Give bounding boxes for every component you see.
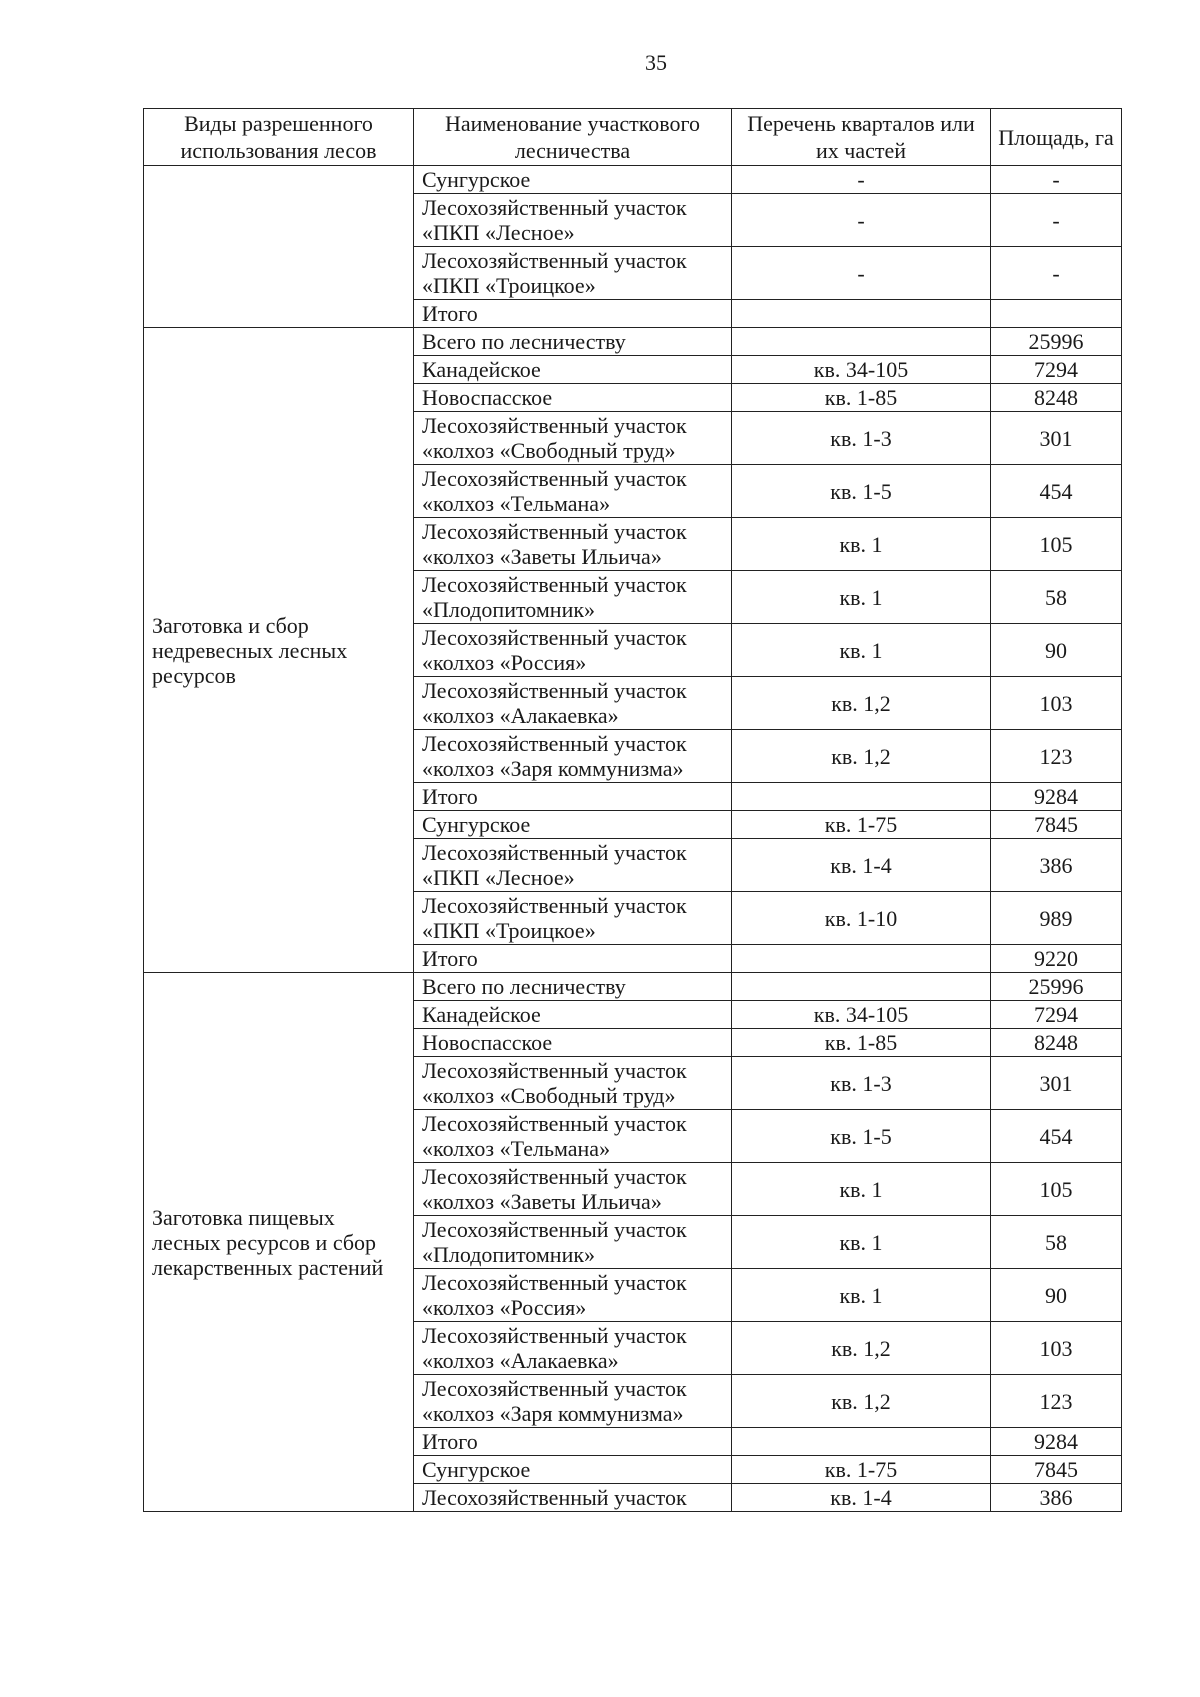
area-cell: 25996 <box>991 973 1122 1001</box>
area-cell: 103 <box>991 677 1122 730</box>
use-type-cell: Заготовка пищевых лесных ресурсов и сбор лекарственных растений <box>144 973 414 1512</box>
quarters-cell: кв. 1,2 <box>732 677 991 730</box>
quarters-cell <box>732 1428 991 1456</box>
area-cell: - <box>991 194 1122 247</box>
quarters-cell: кв. 1-75 <box>732 1456 991 1484</box>
area-cell: 386 <box>991 839 1122 892</box>
table-row <box>144 166 1122 194</box>
quarters-cell: кв. 1-10 <box>732 892 991 945</box>
district-name-cell: Лесохозяйственный участок «ПКП «Лесное» <box>414 839 732 892</box>
district-name-cell: Канадейское <box>414 356 732 384</box>
district-name-cell: Канадейское <box>414 1001 732 1029</box>
quarters-cell: - <box>732 166 991 194</box>
header-quarters: Перечень кварталов или их частей <box>732 109 991 166</box>
district-name-cell: Лесохозяйственный участок «колхоз «Россия» <box>414 624 732 677</box>
district-name-cell: Лесохозяйственный участок «колхоз «Заветы Ильича» <box>414 518 732 571</box>
district-name-cell: Лесохозяйственный участок «Плодопитомник» <box>414 571 732 624</box>
district-name-cell: Лесохозяйственный участок «колхоз «Свободный труд» <box>414 412 732 465</box>
district-name-cell: Итого <box>414 945 732 973</box>
area-cell <box>991 300 1122 328</box>
page-number: 35 <box>645 50 667 75</box>
quarters-cell: кв. 1 <box>732 1216 991 1269</box>
area-cell: 58 <box>991 1216 1122 1269</box>
area-cell: 386 <box>991 1484 1122 1512</box>
use-type-cell <box>144 166 414 328</box>
area-cell: 58 <box>991 571 1122 624</box>
area-cell: 8248 <box>991 1029 1122 1057</box>
area-cell: 454 <box>991 465 1122 518</box>
area-cell: 25996 <box>991 328 1122 356</box>
quarters-cell: кв. 1-85 <box>732 384 991 412</box>
quarters-cell: кв. 1-3 <box>732 412 991 465</box>
quarters-cell: кв. 1 <box>732 571 991 624</box>
header-district-name: Наименование участкового лесничества <box>414 109 732 166</box>
district-name-cell: Лесохозяйственный участок <box>414 1484 732 1512</box>
quarters-cell: кв. 1 <box>732 1269 991 1322</box>
area-cell: 7294 <box>991 356 1122 384</box>
quarters-cell: кв. 1-3 <box>732 1057 991 1110</box>
table-row <box>144 328 1122 356</box>
district-name-cell: Сунгурское <box>414 811 732 839</box>
district-name-cell: Лесохозяйственный участок «Плодопитомник» <box>414 1216 732 1269</box>
quarters-cell <box>732 783 991 811</box>
district-name-cell: Лесохозяйственный участок «колхоз «Заветы Ильича» <box>414 1163 732 1216</box>
area-cell: 123 <box>991 730 1122 783</box>
quarters-cell: кв. 1-5 <box>732 465 991 518</box>
quarters-cell: кв. 1 <box>732 1163 991 1216</box>
area-cell: 301 <box>991 1057 1122 1110</box>
quarters-cell: - <box>732 247 991 300</box>
area-cell: 90 <box>991 1269 1122 1322</box>
area-cell: 8248 <box>991 384 1122 412</box>
district-name-cell: Новоспасское <box>414 384 732 412</box>
district-name-cell: Новоспасское <box>414 1029 732 1057</box>
quarters-cell <box>732 973 991 1001</box>
district-name-cell: Лесохозяйственный участок «колхоз «Россия» <box>414 1269 732 1322</box>
area-cell: 454 <box>991 1110 1122 1163</box>
area-cell: 105 <box>991 518 1122 571</box>
header-area: Площадь, га <box>991 109 1122 166</box>
use-type-cell: Заготовка и сбор недревесных лесных ресурсов <box>144 328 414 973</box>
quarters-cell: кв. 1,2 <box>732 1375 991 1428</box>
district-name-cell: Лесохозяйственный участок «ПКП «Лесное» <box>414 194 732 247</box>
table-body <box>144 166 1122 1512</box>
table-header-row <box>144 109 1122 166</box>
quarters-cell <box>732 328 991 356</box>
table-row <box>144 973 1122 1001</box>
area-cell: - <box>991 166 1122 194</box>
district-name-cell: Лесохозяйственный участок «колхоз «Заря коммунизма» <box>414 730 732 783</box>
district-name-cell: Лесохозяйственный участок «колхоз «Алакаевка» <box>414 677 732 730</box>
area-cell: 989 <box>991 892 1122 945</box>
quarters-cell <box>732 300 991 328</box>
district-name-cell: Сунгурское <box>414 166 732 194</box>
quarters-cell: кв. 1-4 <box>732 1484 991 1512</box>
quarters-cell: кв. 1-5 <box>732 1110 991 1163</box>
district-name-cell: Лесохозяйственный участок «колхоз «Алакаевка» <box>414 1322 732 1375</box>
header-use-type: Виды разрешенного использования лесов <box>144 109 414 166</box>
district-name-cell: Лесохозяйственный участок «колхоз «Тельмана» <box>414 465 732 518</box>
area-cell: 9284 <box>991 1428 1122 1456</box>
district-name-cell: Сунгурское <box>414 1456 732 1484</box>
area-cell: 9284 <box>991 783 1122 811</box>
quarters-cell: кв. 1 <box>732 518 991 571</box>
area-cell: 301 <box>991 412 1122 465</box>
district-name-cell: Лесохозяйственный участок «колхоз «Свободный труд» <box>414 1057 732 1110</box>
area-cell: 7294 <box>991 1001 1122 1029</box>
district-name-cell: Лесохозяйственный участок «колхоз «Тельмана» <box>414 1110 732 1163</box>
district-name-cell: Лесохозяйственный участок «колхоз «Заря коммунизма» <box>414 1375 732 1428</box>
area-cell: - <box>991 247 1122 300</box>
quarters-cell: кв. 1 <box>732 624 991 677</box>
area-cell: 7845 <box>991 1456 1122 1484</box>
district-name-cell: Итого <box>414 783 732 811</box>
quarters-cell: кв. 1-85 <box>732 1029 991 1057</box>
district-name-cell: Всего по лесничеству <box>414 328 732 356</box>
district-name-cell: Итого <box>414 1428 732 1456</box>
area-cell: 7845 <box>991 811 1122 839</box>
area-cell: 105 <box>991 1163 1122 1216</box>
quarters-cell: кв. 34-105 <box>732 1001 991 1029</box>
area-cell: 103 <box>991 1322 1122 1375</box>
quarters-cell: кв. 1,2 <box>732 1322 991 1375</box>
area-cell: 123 <box>991 1375 1122 1428</box>
quarters-cell: кв. 1-4 <box>732 839 991 892</box>
district-name-cell: Лесохозяйственный участок «ПКП «Троицкое» <box>414 247 732 300</box>
district-name-cell: Лесохозяйственный участок «ПКП «Троицкое» <box>414 892 732 945</box>
quarters-cell: кв. 1-75 <box>732 811 991 839</box>
district-name-cell: Итого <box>414 300 732 328</box>
district-name-cell: Всего по лесничеству <box>414 973 732 1001</box>
area-cell: 90 <box>991 624 1122 677</box>
forest-use-table <box>143 108 1122 1512</box>
quarters-cell <box>732 945 991 973</box>
area-cell: 9220 <box>991 945 1122 973</box>
quarters-cell: кв. 34-105 <box>732 356 991 384</box>
quarters-cell: кв. 1,2 <box>732 730 991 783</box>
quarters-cell: - <box>732 194 991 247</box>
